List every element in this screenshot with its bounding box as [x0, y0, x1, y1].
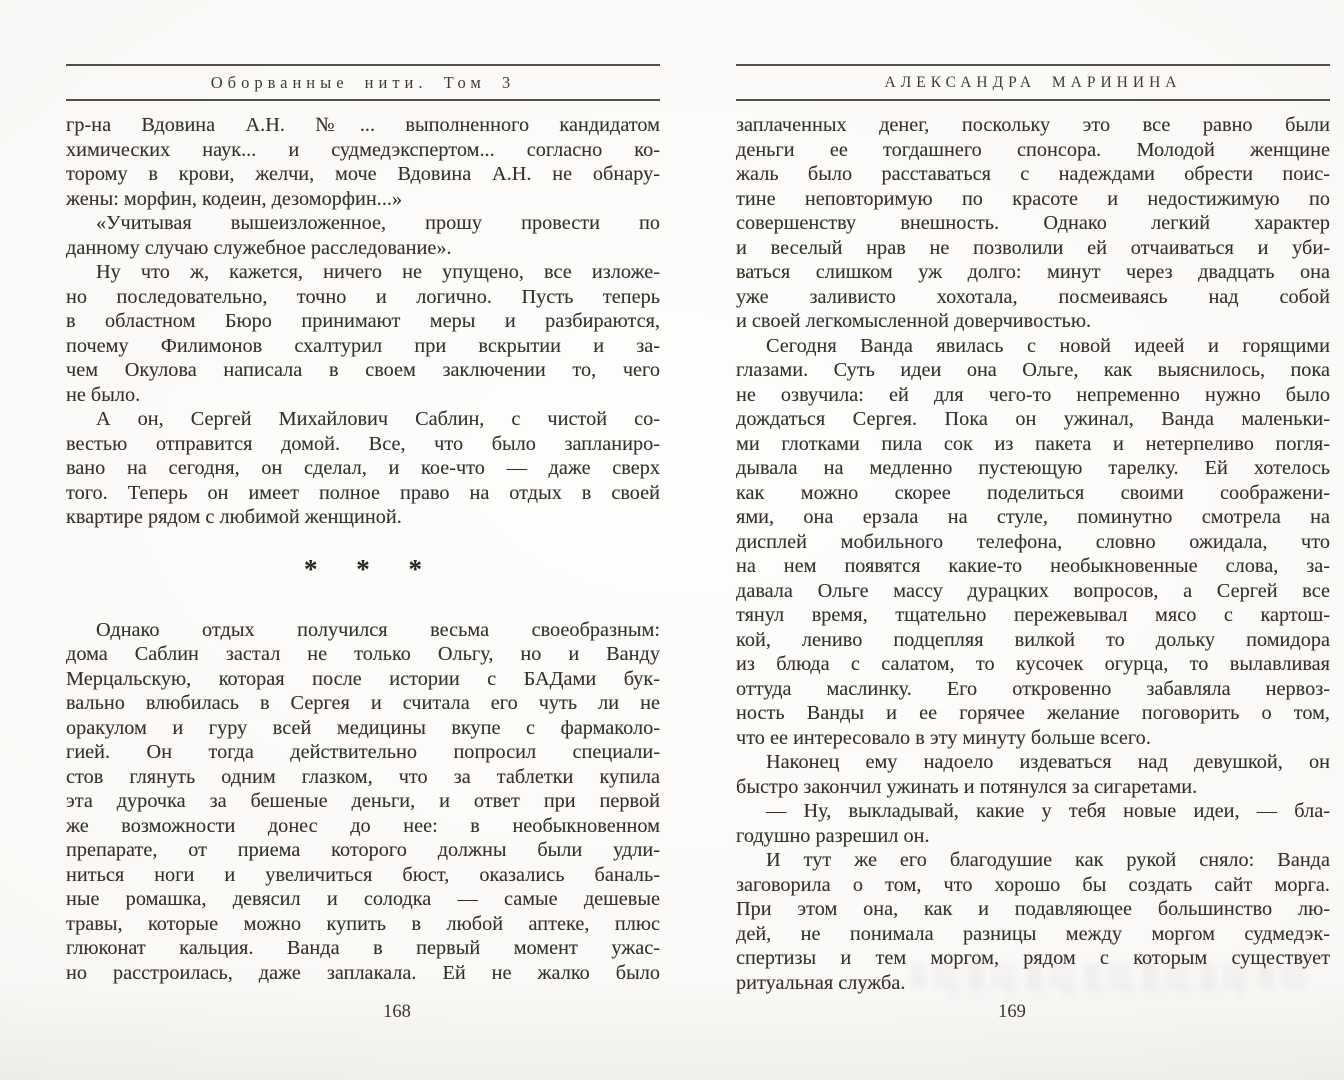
text-line: торому в крови, желчи, моче Вдовина А.Н. не обнару-: [66, 163, 660, 185]
text-line: гр-на Вдовина А.Н. №... выполненного кандидатом: [66, 114, 660, 136]
text-line: Однако отдых получился весьма своеобразным:: [96, 618, 660, 641]
text-line: гией. Он тогда действительно попросил специали-: [66, 741, 660, 763]
text-line: тянул время, тщательно пережевывал мясо с картош-: [736, 604, 1330, 626]
text-line: ми глотками пила сок из пакета и нетерпеливо погля-: [736, 432, 1330, 455]
text-line: Мерцальскую, которая после истории с БАДами бук-: [66, 667, 660, 690]
text-line: — Ну, выкладывай, какие у тебя новые идеи, — бла-: [766, 800, 1330, 822]
text-line: вестью отправится домой. Все, что было запланиро-: [66, 432, 660, 455]
text-line: жаль было расставаться с надеждами обрести поис-: [736, 163, 1330, 185]
text-line: годушно разрешил он.: [736, 824, 930, 847]
right-header-title: АЛЕКСАНДРА МАРИНИНА: [884, 73, 1182, 91]
text-line: Ну что ж, кажется, ничего не упущено, все изложе-: [96, 261, 660, 283]
text-line: спертизы и тем моргом, рядом с которым существует: [736, 947, 1330, 969]
right-page-body: [736, 113, 1330, 995]
text-line: давала Ольге массу дурацких вопросов, а Сергей все: [736, 579, 1330, 602]
right-running-head: [736, 64, 1330, 101]
text-line: заговорила о том, что хорошо бы создать сайт морга.: [736, 873, 1330, 896]
paragraph: [736, 113, 1330, 334]
text-line: При этом она, как и подавляющее большинство лю-: [736, 898, 1330, 920]
text-line: ритуальная служба.: [736, 971, 906, 994]
text-line: жены: морфин, кодеин, дезоморфин...»: [66, 187, 403, 210]
text-line: как можно скорее поделиться своими соображени-: [736, 481, 1330, 504]
text-line: препарате, от приема которого должны были удли-: [66, 839, 660, 861]
text-line: данному случаю служебное расследование».: [66, 236, 452, 259]
text-line: тине неповторимую по красоте и недостижимую по: [736, 187, 1330, 210]
right-page-number: 169: [998, 1002, 1026, 1022]
text-line: не было.: [66, 383, 141, 406]
text-line: и своей легкомысленной доверчивостью.: [736, 310, 1092, 332]
left-running-head: [66, 64, 660, 101]
paragraph: [66, 260, 660, 407]
left-page-number: 168: [383, 1002, 411, 1022]
text-line: глазами. Суть идеи она Ольге, как выяснилось, пока: [736, 359, 1330, 381]
text-line: что ее интересовало в эту минуту больше всего.: [736, 726, 1151, 749]
text-line: ность Ванды и ее горячее желание поговорить о том,: [736, 702, 1330, 724]
text-line: того. Теперь он имеет полное право на отдых в своей: [66, 481, 660, 504]
text-line: не озвучила: ей для чего-то непременно нужно было: [736, 383, 1330, 406]
left-header-title: Оборванные нити. Том 3: [210, 72, 516, 92]
text-line: ниться ноги и увеличиться бюст, оказались баналь-: [66, 863, 660, 886]
text-line: эта дурочка за бешеные деньги, и ответ при первой: [66, 790, 660, 812]
text-line: ные ромашка, девясил и солодка — самые дешевые: [66, 888, 660, 910]
text-line: дисплей мобильного телефона, словно ожидала, что: [736, 530, 1330, 553]
text-line: заплаченных денег, поскольку это все равно были: [736, 114, 1330, 136]
text-line: дей, не понимала разницы между моргом судмедэк-: [736, 922, 1330, 945]
text-line: химических наук... и судмедэкспертом... согласно ко-: [66, 138, 660, 161]
paragraph: [736, 334, 1330, 751]
right-page: [736, 0, 1330, 1080]
paragraph: [736, 848, 1330, 995]
text-line: оттуда маслинку. Его откровенно забавляла нервоз-: [736, 677, 1330, 700]
left-page-body: [66, 113, 660, 985]
text-line: травы, которые можно купить в любой аптеке, плюс: [66, 912, 660, 935]
text-line: Наконец ему надоело издеваться над девушкой, он: [766, 751, 1330, 773]
section-separator: * * *: [304, 553, 438, 584]
paragraph: [66, 407, 660, 530]
text-line: быстро закончил ужинать и потянулся за сигаретами.: [736, 775, 1198, 798]
text-line: же возможности донес до нее: в необыкновенном: [66, 814, 660, 837]
text-line: ями, она ерзала на стуле, поминутно смотрела на: [736, 506, 1330, 528]
text-line: и веселый нрав не позволили ей отчаиваться и уби-: [736, 236, 1330, 259]
text-line: совершенству внешность. Однако легкий характер: [736, 212, 1330, 234]
text-line: ваться слишком уж долго: минут через двадцать она: [736, 261, 1330, 283]
text-line: дывала на медленно пустеющую тарелку. Ей хотелось: [736, 457, 1330, 479]
text-line: на нем появятся какие-то необыкновенные слова, за-: [736, 555, 1330, 577]
text-line: вально влюбилась в Сергея и считала его чуть ли не: [66, 692, 660, 714]
text-line: в областном Бюро принимают меры и разбираются,: [66, 310, 660, 332]
text-line: И тут же его благодушие как рукой сняло: Ванда: [766, 849, 1330, 871]
text-line: из блюда с салатом, то кусочек огурца, то вылавливая: [736, 653, 1330, 675]
text-line: вано на сегодня, он сделал, и кое-что — даже сверх: [66, 457, 660, 479]
text-line: но последовательно, точно и логично. Пусть теперь: [66, 285, 660, 308]
paragraph: [66, 618, 660, 986]
text-line: чем Окулова написала в своем заключении то, чего: [66, 359, 660, 381]
text-line: почему Филимонов схалтурил при вскрытии и за-: [66, 334, 660, 357]
text-line: оракулом и гуру всей медицины вкупе с фармаколо-: [66, 716, 660, 739]
text-line: Сегодня Ванда явилась с новой идеей и горящими: [766, 334, 1330, 357]
left-page: [66, 0, 660, 1080]
text-line: «Учитывая вышеизложенное, прошу провести по: [96, 212, 660, 234]
paragraph: [66, 113, 660, 211]
text-line: стов глянуть одним глазком, что за таблетки купила: [66, 765, 660, 788]
text-line: квартире рядом с любимой женщиной.: [66, 506, 402, 528]
text-line: А он, Сергей Михайлович Саблин, с чистой со-: [96, 408, 660, 430]
text-line: глюконат кальция. Ванда в первый момент ужас-: [66, 937, 660, 959]
paragraph: [66, 211, 660, 260]
paragraph: [736, 799, 1330, 848]
paragraph: [736, 750, 1330, 799]
text-line: кой, лениво подцепляя вилкой то дольку помидора: [736, 628, 1330, 651]
text-line: но расстроилась, даже заплакала. Ей не жалко было: [66, 961, 660, 984]
text-line: дождаться Сергея. Пока он ужинал, Ванда маленьки-: [736, 408, 1330, 430]
text-line: дома Саблин застал не только Ольгу, но и Ванду: [66, 643, 660, 665]
text-line: деньги ее тогдашнего спонсора. Молодой женщине: [736, 138, 1330, 161]
text-line: уже заливисто хохотала, посмеиваясь над собой: [736, 285, 1330, 308]
